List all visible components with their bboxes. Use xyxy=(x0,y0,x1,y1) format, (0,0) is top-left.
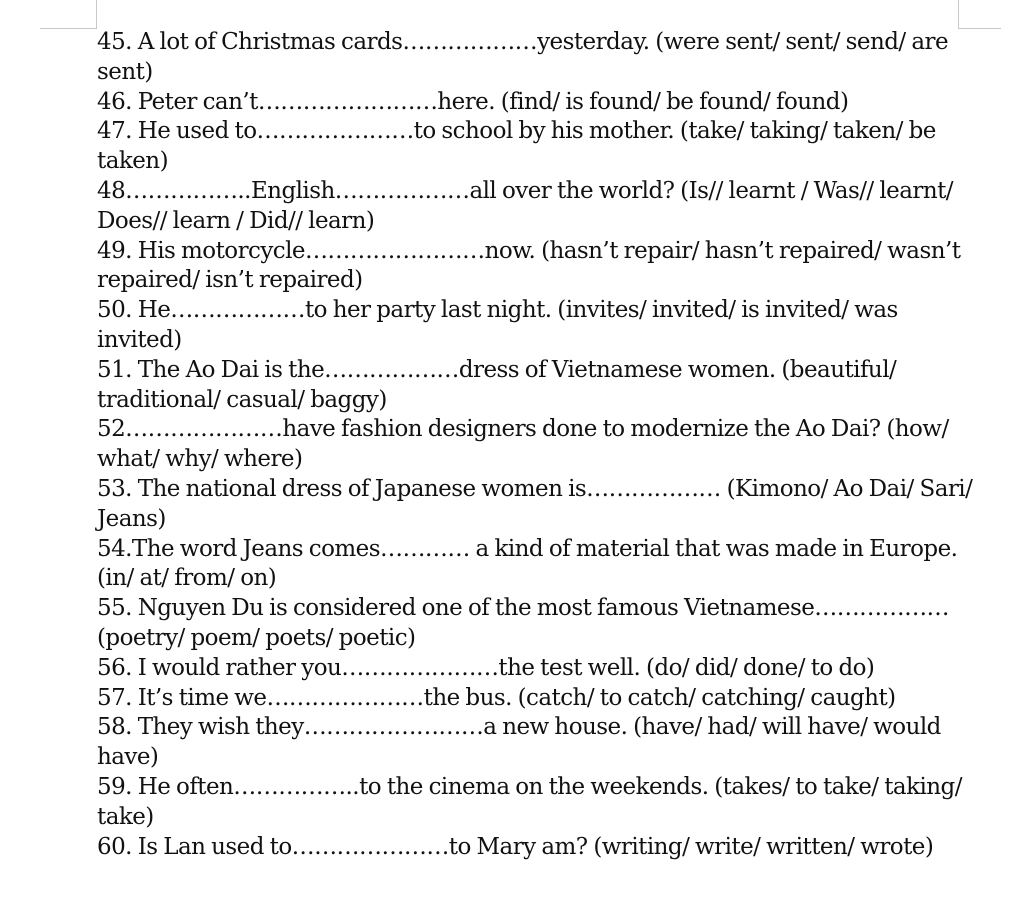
question-53: 53. The national dress of Japanese women is……………… (Kimono/ Ao Dai/ Sari/ Jeans) xyxy=(97,475,973,532)
question-57: 57. It’s time we…………………the bus. (catch/ to catch/ catching/ caught) xyxy=(97,684,896,711)
question-52: 52…………………have fashion designers done to modernize the Ao Dai? (how/ what/ why/ where) xyxy=(97,416,949,473)
margin-corner-mark-right xyxy=(958,0,1001,29)
question-48: 48……………..English………………all over the world? (Is// learnt / Was// learnt/ Does// learn / Did// learn) xyxy=(97,177,953,234)
question-51: 51. The Ao Dai is the………………dress of Vietnamese women. (beautiful/ traditional/ casual/ baggy) xyxy=(97,356,897,413)
question-45: 45. A lot of Christmas cards………………yesterday. (were sent/ sent/ send/ are sent) xyxy=(97,29,949,85)
question-60: 60. Is Lan used to…………………to Mary am? (writing/ write/ written/ wrote) xyxy=(97,833,934,860)
question-59: 59. He often……………..to the cinema on the weekends. (takes/ to take/ taking/ take) xyxy=(97,773,962,830)
margin-corner-mark-left xyxy=(40,0,97,29)
question-50: 50. He………………to her party last night. (invites/ invited/ is invited/ was invited) xyxy=(97,297,898,353)
question-58: 58. They wish they……………………a new house. (have/ had/ will have/ would have) xyxy=(97,714,941,771)
question-56: 56. I would rather you…………………the test well. (do/ did/ done/ to do) xyxy=(97,654,875,681)
question-55: 55. Nguyen Du is considered one of the most famous Vietnamese……………… (poetry/ poem/ poets/ poetic) xyxy=(97,595,949,651)
question-list xyxy=(97,28,977,862)
question-49: 49. His motorcycle……………………now. (hasn’t repair/ hasn’t repaired/ wasn’t repaired/ isn’t repaired) xyxy=(97,237,961,294)
question-54: 54.The word Jeans comes………… a kind of material that was made in Europe. (in/ at/ from/ on) xyxy=(97,535,958,592)
question-47: 47. He used to…………………to school by his mother. (take/ taking/ taken/ be taken) xyxy=(97,118,936,175)
question-46: 46. Peter can’t……………………here. (find/ is found/ be found/ found) xyxy=(97,88,849,115)
